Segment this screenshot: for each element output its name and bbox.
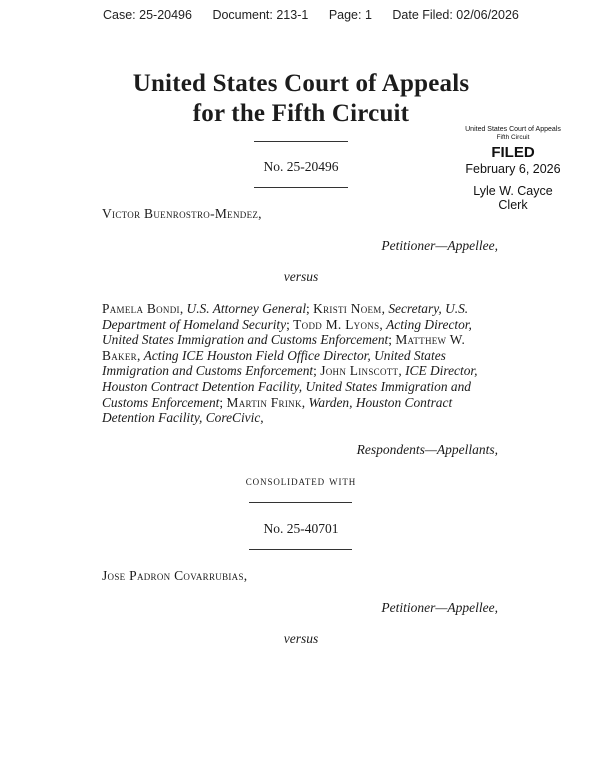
respondent-separator: ; xyxy=(388,332,396,348)
respondent-title: U.S. Attorney General xyxy=(186,301,307,316)
respondent-title: Acting ICE Houston Field Office Director, United States Immigration and Customs Enforcement xyxy=(102,347,446,379)
stamp-circuit-name: Fifth Circuit xyxy=(496,134,530,141)
case2-petitioner-name: Jose Padron Covarrubias, xyxy=(102,568,248,583)
respondent-separator: ; xyxy=(306,301,314,316)
case-number-header: Case: 25-20496 xyxy=(103,8,192,22)
respondent-separator: , xyxy=(398,363,406,379)
stamp-filed-date: February 6, 2026 xyxy=(465,162,561,176)
document-number-header: Document: 213-1 xyxy=(212,8,309,22)
respondent-name: Todd M. Lyons xyxy=(293,316,380,332)
date-filed-header: Date Filed: 02/06/2026 xyxy=(392,8,519,22)
respondent-separator: ; xyxy=(313,363,321,379)
respondent-separator: , xyxy=(379,316,387,332)
respondent-separator: , xyxy=(301,394,309,410)
stamp-court-name: United States Court of Appeals xyxy=(465,126,561,133)
divider-rule xyxy=(254,141,348,142)
case2-petitioner-role: Petitioner—Appellee, xyxy=(381,600,498,615)
case1-respondents-role: Respondents—Appellants, xyxy=(356,442,498,457)
respondent-name: Matthew W. Baker xyxy=(102,332,466,363)
divider-rule xyxy=(249,549,352,550)
respondent-separator: , xyxy=(136,347,144,363)
filing-header xyxy=(103,8,519,22)
stamp-clerk-name: Lyle W. Cayce xyxy=(473,184,553,198)
respondent-separator: ; xyxy=(219,394,227,410)
consolidated-label: consolidated with xyxy=(245,474,357,488)
stamp-clerk-title: Clerk xyxy=(498,198,528,212)
court-title-line1: United States Court of Appeals xyxy=(132,70,470,97)
respondent-name: Kristi Noem xyxy=(313,301,382,316)
respondent-name: Pamela Bondi xyxy=(102,301,180,316)
case1-respondents-list xyxy=(102,301,502,426)
case1-versus: versus xyxy=(283,269,319,284)
court-title-line2: for the Fifth Circuit xyxy=(192,100,410,127)
case2-versus: versus xyxy=(283,631,319,646)
case1-petitioner-role: Petitioner—Appellee, xyxy=(381,238,498,253)
respondent-separator: , xyxy=(260,410,264,426)
respondent-name: Martin Frink xyxy=(226,394,302,410)
respondent-separator: , xyxy=(179,301,187,316)
respondent-title: Secretary, U.S. Department of Homeland Security xyxy=(102,301,469,332)
respondent-separator: , xyxy=(381,301,389,316)
divider-rule xyxy=(254,187,348,188)
respondent-separator: ; xyxy=(286,316,294,332)
stamp-filed-label: FILED xyxy=(491,144,535,161)
case1-petitioner-name: Victor Buenrostro-Mendez, xyxy=(102,206,262,221)
respondent-name: John Linscott xyxy=(320,363,399,379)
respondent-title: Warden, Houston Contract Detention Facility, CoreCivic xyxy=(102,394,453,426)
respondent-title: Acting Director, United States Immigration and Customs Enforcement xyxy=(102,316,472,348)
respondent-title: ICE Director, Houston Contract Detention Facility, United States Immigration and Customs Enforcement xyxy=(102,363,478,410)
case2-number: No. 25-40701 xyxy=(263,521,339,536)
case1-number: No. 25-20496 xyxy=(263,159,339,174)
divider-rule xyxy=(249,502,352,503)
page-number-header: Page: 1 xyxy=(328,8,372,22)
